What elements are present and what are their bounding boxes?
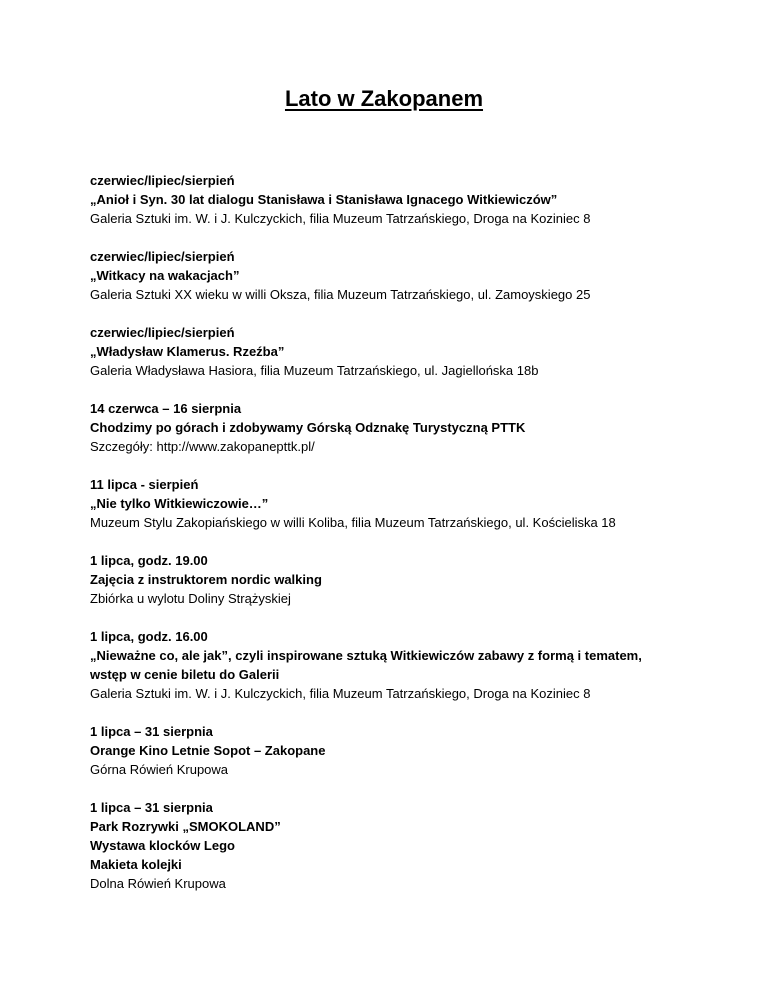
event-title: Zajęcia z instruktorem nordic walking [90, 572, 322, 587]
event-item [90, 247, 730, 304]
event-place: Galeria Sztuki im. W. i J. Kulczyckich, filia Muzeum Tatrzańskiego, Droga na Koziniec 8 [90, 211, 591, 226]
event-place: Zbiórka u wylotu Doliny Strążyskiej [90, 591, 291, 606]
event-item [90, 798, 730, 893]
event-title: „Anioł i Syn. 30 lat dialogu Stanisława i Stanisława Ignacego Witkiewiczów” [90, 192, 558, 207]
event-place: Dolna Rówień Krupowa [90, 876, 226, 891]
event-place: Górna Rówień Krupowa [90, 762, 229, 777]
event-date: czerwiec/lipiec/sierpień [90, 173, 235, 188]
event-place: Galeria Władysława Hasiora, filia Muzeum Tatrzańskiego, ul. Jagiellońska 18b [90, 363, 539, 378]
event-place: Galeria Sztuki XX wieku w willi Oksza, filia Muzeum Tatrzańskiego, ul. Zamoyskiego 25 [90, 287, 591, 302]
event-subtitle: Makieta kolejki [90, 857, 182, 872]
event-list [90, 171, 730, 912]
event-date: 1 lipca, godz. 16.00 [90, 629, 208, 644]
event-date: 14 czerwca – 16 sierpnia [90, 401, 242, 416]
event-details-link[interactable]: Szczegóły: http://www.zakopanepttk.pl/ [90, 439, 315, 454]
event-item [90, 627, 730, 703]
event-title: Park Rozrywki „SMOKOLAND” [90, 819, 281, 834]
event-title: „Witkacy na wakacjach” [90, 268, 240, 283]
event-place: Galeria Sztuki im. W. i J. Kulczyckich, filia Muzeum Tatrzańskiego, Droga na Koziniec 8 [90, 686, 591, 701]
event-date: 1 lipca, godz. 19.00 [90, 553, 208, 568]
event-date: czerwiec/lipiec/sierpień [90, 325, 235, 340]
event-item [90, 171, 730, 228]
event-title: „Nie tylko Witkiewiczowie…” [90, 496, 269, 511]
event-title: Orange Kino Letnie Sopot – Zakopane [90, 743, 326, 758]
event-item [90, 323, 730, 380]
event-item [90, 399, 730, 456]
event-title: „Nieważne co, ale jak”, czyli inspirowane sztuką Witkiewiczów zabawy z formą i tematem, [90, 648, 642, 663]
page-title: Lato w Zakopanem [284, 86, 484, 111]
event-title-continued: wstęp w cenie biletu do Galerii [90, 667, 280, 682]
event-subtitle: Wystawa klocków Lego [90, 838, 235, 853]
event-title: Chodzimy po górach i zdobywamy Górską Odznakę Turystyczną PTTK [90, 420, 526, 435]
event-date: 1 lipca – 31 sierpnia [90, 800, 213, 815]
event-item [90, 475, 730, 532]
event-date: 11 lipca - sierpień [90, 477, 199, 492]
event-date: czerwiec/lipiec/sierpień [90, 249, 235, 264]
event-title: „Władysław Klamerus. Rzeźba” [90, 344, 285, 359]
event-item [90, 722, 730, 779]
event-place: Muzeum Stylu Zakopiańskiego w willi Koliba, filia Muzeum Tatrzańskiego, ul. Kościeliska 18 [90, 515, 616, 530]
event-item [90, 551, 730, 608]
event-date: 1 lipca – 31 sierpnia [90, 724, 213, 739]
